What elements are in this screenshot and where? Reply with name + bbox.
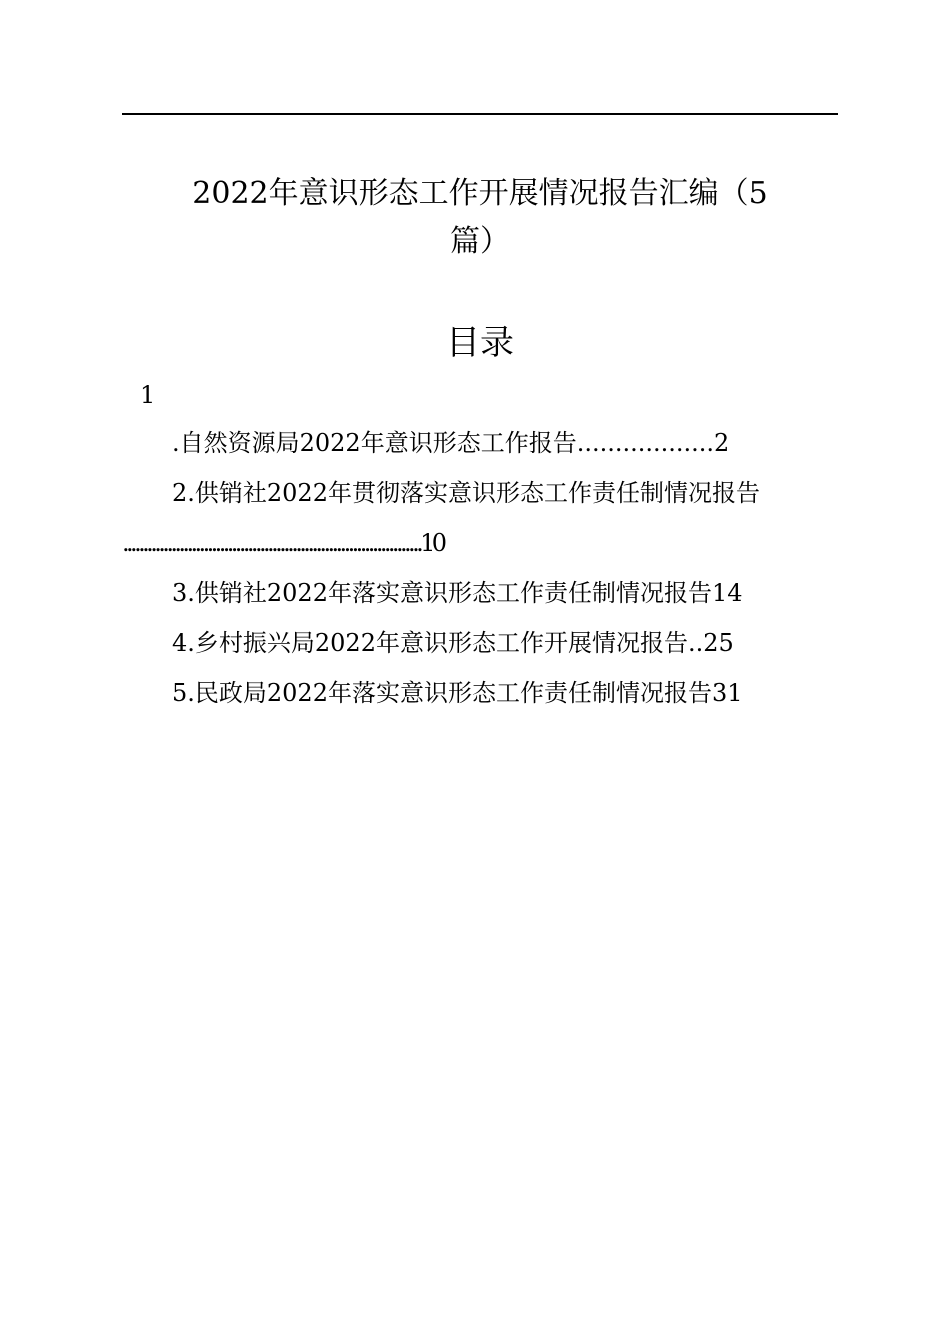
document-title-line-2: 篇） xyxy=(450,224,510,259)
document-title xyxy=(122,170,838,266)
toc-entry-1[interactable]: .自然资源局2022年意识形态工作报告..................2 xyxy=(172,429,730,457)
document-title-line-1: 2022年意识形态工作开展情况报告汇编（5 xyxy=(192,176,768,211)
toc-stray-number: 1 xyxy=(140,381,156,409)
toc-entry-4[interactable]: 4.乡村振兴局2022年意识形态工作开展情况报告..25 xyxy=(172,629,734,657)
toc-entry-2[interactable]: 2.供销社2022年贯彻落实意识形态工作责任制情况报告 xyxy=(172,479,760,507)
toc-entry-2-leader[interactable]: ..........................................................................10 xyxy=(122,529,444,557)
toc-entry-3[interactable]: 3.供销社2022年落实意识形态工作责任制情况报告14 xyxy=(172,579,743,607)
header-rule xyxy=(122,113,838,115)
toc-heading: 目录 xyxy=(446,323,514,363)
toc-entry-5[interactable]: 5.民政局2022年落实意识形态工作责任制情况报告31 xyxy=(172,679,743,707)
